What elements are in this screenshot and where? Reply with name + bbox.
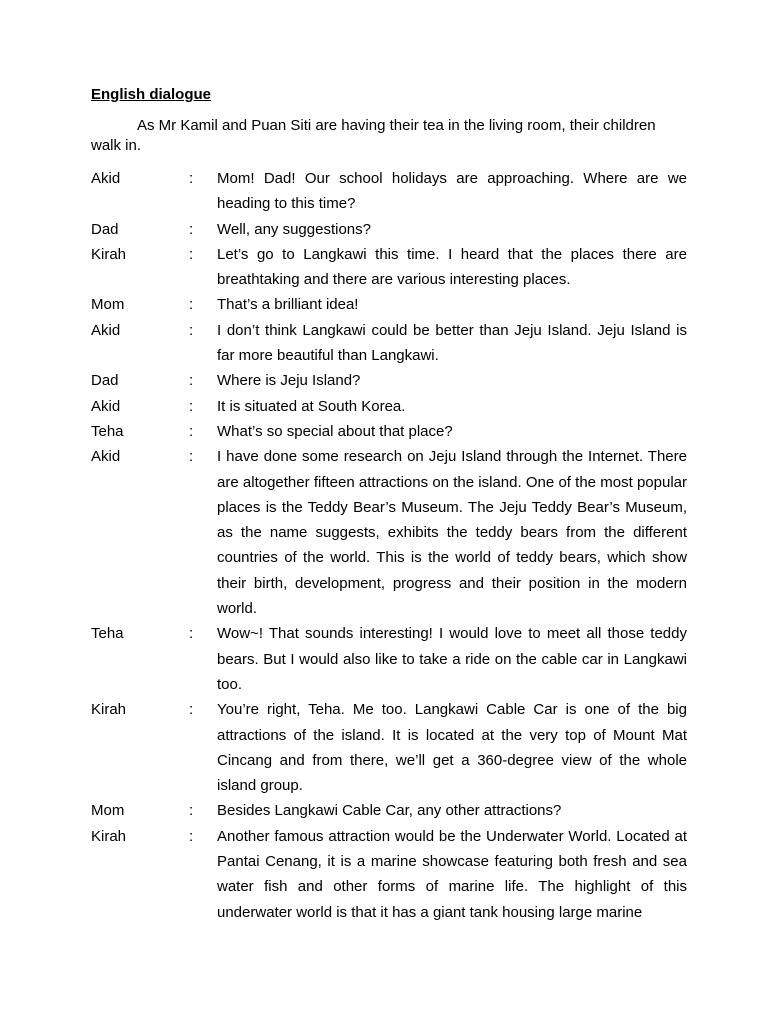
colon-separator: : [189, 802, 194, 820]
speaker-name: Dad [91, 220, 119, 238]
speaker-name: Akid [91, 170, 121, 187]
colon-separator: : [189, 422, 194, 440]
speaker-name: Akid [91, 448, 121, 466]
dialogue-line [91, 394, 688, 419]
intro-paragraph: As Mr Kamil and Puan Siti are having their tea in the living room, their children walk in. [91, 117, 656, 154]
speaker-name: Kirah [91, 827, 127, 845]
colon-separator: : [189, 170, 194, 187]
speaker-name: Dad [91, 372, 119, 390]
dialogue-line [91, 444, 688, 621]
colon-separator: : [189, 245, 194, 263]
speaker-name: Akid [91, 321, 121, 339]
dialogue-line [91, 419, 688, 444]
dialogue-line [91, 621, 688, 697]
colon-separator: : [189, 372, 194, 390]
speech-text: What’s so special about that place? [217, 422, 453, 440]
colon-separator: : [189, 296, 194, 314]
document-heading: English dialogue [91, 86, 212, 103]
speech-text: Another famous attraction would be the Underwater World. Located at Pantai Cenang, it is a marine showcase featuring both fresh and sea water fish and other forms of marine life. The highlight of this underwater world is that it has a giant tank housing large marine [217, 827, 687, 921]
dialogue-line [91, 368, 688, 393]
speaker-name: Teha [91, 422, 124, 440]
colon-separator: : [189, 625, 194, 643]
dialogue-line [91, 824, 688, 925]
speech-text: I have done some research on Jeju Island through the Internet. There are altogether fifteen attractions on the island. One of the most popular places is the Teddy Bear’s Museum. The Jeju Teddy Bear’s Museum, as the name suggests, exhibits the teddy bears from the different countries of the world. This is the world of teddy bears, which show their birth, development, progress and their position in the modern world. [217, 448, 687, 618]
speech-text: It is situated at South Korea. [217, 397, 406, 415]
colon-separator: : [189, 321, 194, 339]
speaker-name: Mom [91, 802, 125, 820]
speech-text: Well, any suggestions? [217, 220, 371, 238]
dialogue-line [91, 292, 688, 317]
dialogue-line [91, 242, 688, 293]
dialogue-line [91, 217, 688, 242]
speech-text: That’s a brilliant idea! [217, 296, 359, 314]
dialogue-line [91, 798, 688, 823]
colon-separator: : [189, 701, 194, 719]
speaker-name: Akid [91, 397, 121, 415]
speech-text: Where is Jeju Island? [217, 372, 361, 390]
speech-text: You’re right, Teha. Me too. Langkawi Cable Car is one of the big attractions of the island. It is located at the very top of Mount Mat Cincang and from there, we’ll get a 360-degree view of the whole island group. [217, 701, 687, 795]
dialogue-list [91, 166, 688, 925]
speaker-name: Kirah [91, 701, 127, 719]
speech-text: Wow~! That sounds interesting! I would love to meet all those teddy bears. But I would also like to take a ride on the cable car in Langkawi too. [217, 625, 687, 693]
dialogue-line [91, 318, 688, 369]
colon-separator: : [189, 220, 194, 238]
speaker-name: Teha [91, 625, 124, 643]
speech-text: I don’t think Langkawi could be better than Jeju Island. Jeju Island is far more beautiful than Langkawi. [217, 321, 687, 365]
dialogue-line [91, 697, 688, 798]
colon-separator: : [189, 397, 194, 415]
colon-separator: : [189, 827, 194, 845]
colon-separator: : [189, 448, 194, 466]
dialogue-line [91, 166, 688, 217]
speech-text: Mom! Dad! Our school holidays are approaching. Where are we heading to this time? [217, 170, 687, 213]
speech-text: Let’s go to Langkawi this time. I heard that the places there are breathtaking and there are various interesting places. [217, 245, 687, 289]
speech-text: Besides Langkawi Cable Car, any other attractions? [217, 802, 562, 820]
speaker-name: Mom [91, 296, 125, 314]
speaker-name: Kirah [91, 245, 127, 263]
